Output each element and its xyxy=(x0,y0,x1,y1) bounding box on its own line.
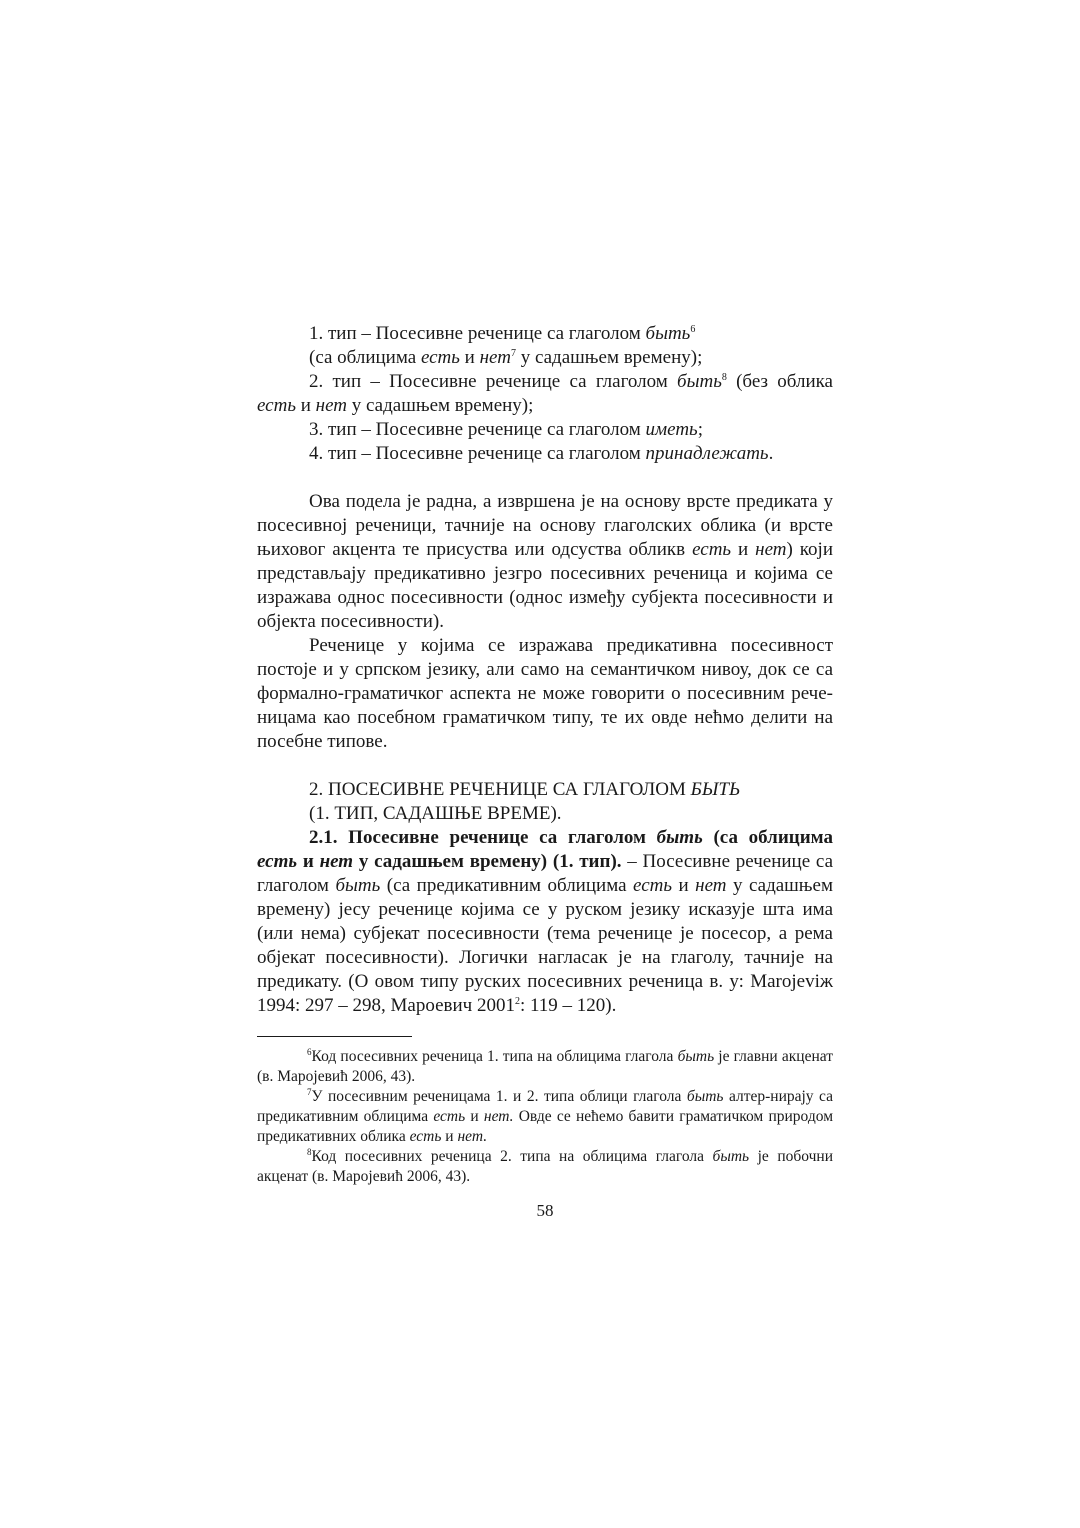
footnote-text: Код посесивних реченица 1. типа на облицима глагола xyxy=(311,1048,678,1065)
form-italic: есть xyxy=(409,1128,442,1145)
section-text: : 119 – 120). xyxy=(519,995,617,1016)
form-italic: есть xyxy=(257,851,298,872)
form-italic: есть xyxy=(633,875,672,896)
subsection-title-text: (са облицима xyxy=(702,827,833,848)
footnote-6 xyxy=(257,1047,833,1087)
spacer xyxy=(257,754,833,778)
footnote-ref: 6 xyxy=(690,324,696,335)
footnote-number: 7 xyxy=(307,1087,312,1097)
form-italic: нет. xyxy=(457,1128,488,1145)
form-italic: есть xyxy=(420,347,460,368)
type-4-line xyxy=(257,442,833,466)
conj-text: и xyxy=(459,347,480,368)
footnote-text: У посесивним реченицама 1. и 2. типа облици глагола xyxy=(311,1088,687,1105)
type-1-text: 1. тип – Посесивне реченице са глаголом xyxy=(309,323,646,344)
type-1-cont-text: (са облицима xyxy=(309,347,421,368)
section-2-1 xyxy=(257,826,833,1018)
subsection-title-text: у садашњем времену) (1. тип). xyxy=(353,851,622,872)
form-italic: нет xyxy=(479,347,511,368)
form-italic: нет. xyxy=(483,1108,514,1125)
verb-italic: иметь xyxy=(645,419,698,440)
form-italic: нет xyxy=(319,851,354,872)
footnote-ref: 8 xyxy=(721,372,727,383)
verb-italic: быть xyxy=(656,827,703,848)
section-text: – Посесивне реченице са глаголом xyxy=(257,851,834,896)
conj-text: и xyxy=(297,851,320,872)
page-number: 58 xyxy=(536,1201,554,1220)
verb-italic: быть xyxy=(645,323,691,344)
footnote-text: је главни акценат (в. Маројевић 2006, 43). xyxy=(257,1048,833,1085)
paragraph-text: ) који представљају предикативно језгро посесивних реченица и којима се изражава однос посесивности (однос између субјекта посесивности и објекта посесивности). xyxy=(257,539,833,632)
section-heading-line2: (1. ТИП, САДАШЊЕ ВРЕМЕ). xyxy=(309,803,562,824)
type-3-text: 3. тип – Посесивне реченице са глаголом xyxy=(309,419,646,440)
type-1-line xyxy=(257,322,833,346)
heading-text: 2. ПОСЕСИВНЕ РЕЧЕНИЦЕ СА ГЛАГОЛОМ xyxy=(309,779,691,800)
type-4-tail: . xyxy=(768,443,774,464)
footnote-ref: 7 xyxy=(510,348,516,359)
type-1-continuation xyxy=(257,346,833,370)
conj-text: и xyxy=(731,539,756,560)
footnote-divider xyxy=(257,1036,412,1037)
verb-italic: быть xyxy=(335,875,381,896)
paragraph-serbian: Реченице у којима се изражава предикативна посесивност постоје и у српском језику, али само на семантичком нивоу, док се са формално-граматичког аспекта не може говорити о посесивним рече-ницама као посебном граматичком типу, те их овде нећмо делити на посебне типове. xyxy=(257,635,833,752)
heading-verb-italic: БЫТЬ xyxy=(690,779,741,800)
verb-italic: быть xyxy=(712,1148,750,1165)
footnote-7 xyxy=(257,1087,833,1147)
section-heading xyxy=(257,778,833,802)
footnote-text: Код посесивних реченица 2. типа на облицима глагола xyxy=(311,1148,713,1165)
form-italic: есть xyxy=(692,539,732,560)
footnote-text: Овде се нећемо бавити граматичком природом предикативних облика xyxy=(257,1108,833,1145)
verb-italic: быть xyxy=(677,1048,715,1065)
form-italic: нет xyxy=(315,395,347,416)
type-1-cont-tail: у садашњем времену); xyxy=(515,347,703,368)
page-body xyxy=(257,322,833,1221)
conj-text: и xyxy=(672,875,696,896)
footnote-text: је побочни акценат (в. Маројевић 2006, 43). xyxy=(257,1148,833,1185)
conj-text: и xyxy=(465,1108,484,1125)
form-italic: нет xyxy=(695,875,727,896)
type-2-continuation xyxy=(257,394,833,418)
verb-italic: принадлежать xyxy=(645,443,769,464)
paragraph-text: Ова подела је радна, а извршена је на основу врсте предиката у посесивној реченици, тачније на основу глаголских облика (и врсте њиховог акцента те присуства или одсуства обликв xyxy=(257,491,833,560)
type-2-cont-tail: у садашњем времену); xyxy=(347,395,534,416)
form-italic: нет xyxy=(755,539,787,560)
footnote-text: алтер-нирају са предикативним облицима xyxy=(257,1088,833,1125)
type-4-text: 4. тип – Посесивне реченице са глаголом xyxy=(309,443,646,464)
conj-text: и xyxy=(295,395,316,416)
conj-text: и xyxy=(441,1128,458,1145)
footnote-number: 6 xyxy=(307,1047,312,1057)
edition-superscript: 2 xyxy=(514,996,520,1007)
form-italic: есть xyxy=(433,1108,466,1125)
spacer xyxy=(257,466,833,490)
form-italic: есть xyxy=(257,395,296,416)
footnote-8 xyxy=(257,1147,833,1187)
type-3-line xyxy=(257,418,833,442)
section-text: (са предикативним облицима xyxy=(380,875,634,896)
footnote-number: 8 xyxy=(307,1147,312,1157)
verb-italic: быть xyxy=(686,1088,724,1105)
section-text: у садашњем времену) јесу реченице којима се у руском језику исказује шта има (или нема) субјекат посесивности (тема реченице је посесор, а рема објекат посесивности). Логички нагласак је на глаголу, тачније на предикату. (О овом типу руских посесивних реченица в. у: Marojeviж 1994: 297 – 298, Мароевич 2001 xyxy=(257,875,834,1016)
type-3-tail: ; xyxy=(697,419,703,440)
paragraph-division xyxy=(257,490,833,634)
subsection-title-text: 2.1. Посесивне реченице са глаголом xyxy=(309,827,657,848)
type-2-line xyxy=(257,370,833,394)
type-2-tail: (без облика xyxy=(726,371,833,392)
verb-italic: быть xyxy=(677,371,722,392)
type-2-text: 2. тип – Посесивне реченице са глаголом xyxy=(309,371,678,392)
